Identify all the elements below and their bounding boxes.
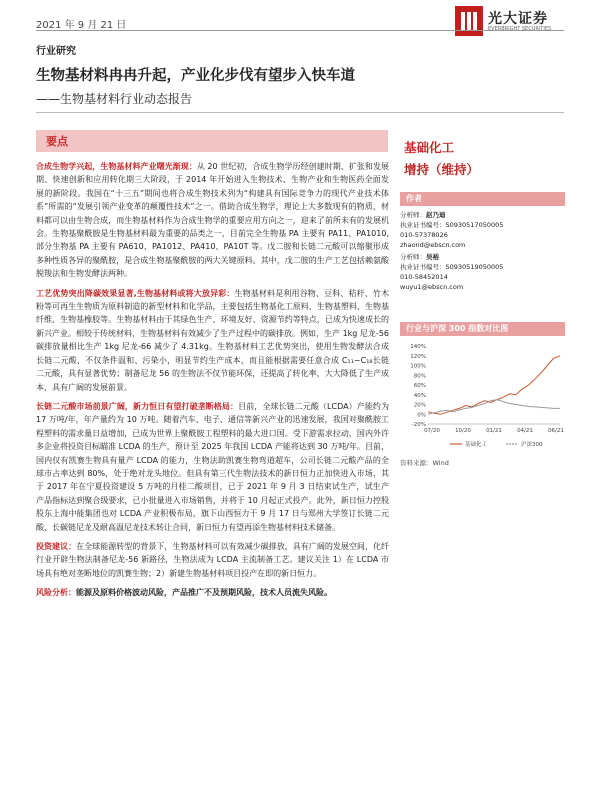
x-tick-label: 01/21 [486,428,502,434]
analyst-card [400,210,565,250]
industry-vs-index-chart [398,340,565,450]
paragraph-body: 生物基材料是利用谷物、豆科、秸秆、竹木粉等可再生生物质为原料制造的新型材料和化学品，主要包括生物基化工原料、生物基塑料、生物基纤维、生物基橡胶等。生物基材料由于其绿色生产、环境友好、资源节约等特点，已成为快速成长的新兴产业。相较于传统材料，生物基材料有效减少了生产过程中的碳排放。例如，生产 1kg 尼龙-56 碳排放量相比生产 1kg 尼龙-66 减少了 4.31kg。生物基材料工艺优势突出，使用生物发酵法合成长链二元酸，不仅条件温和、污染小，明显节约生产成本，而且能根据需要任意合成 C₁₁~C₁₈长链二元酸，具有显著优势；制备尼龙 56 的生物法不仅节能环保，还提高了转化率，大大降低了生产成本，具有广阔的发展前景。 [36,288,389,392]
paragraph-body: 从 20 世纪初，合成生物学历经创建时期、扩张和发展期、快速创新和应用转化期三大阶段，于 2014 年开始进入生物技术、生物产业和生物医药全面发展的新阶段。我国在“十三五”期间也将合成生物技术列为“构建具有国际竞争力的现代产业技术体系”所需的“发展引领产业变革的颠覆性技术”之一。借助合成生物学，理论上大多数现有的物质、材料都可以由生物合成，而生物基材料作为合成生物学的重要应用方向之一，迎来了前所未有的发展机会。生物基聚酰胺是生物基材料最为重要的品类之一，目前完全生物基 PA 主要有 PA11、PA1010,部分生物基 PA 主要有 PA610、PA1012、PA410、PA10T 等。戊二胺和长链二元酸可以缩聚形成多种性质各异的聚酰胺，是合成生物基聚酰胺的两大关键原料。其中，戊二胺的生产工艺包括赖氨酸脱羧法和生物发酵法两种。 [36,162,390,279]
paragraph [36,287,389,394]
y-tick-label: 80% [413,373,426,380]
chart-label: 行业与沪深 300 指数对比图 [406,324,509,333]
analyst-cert: 执业证书编号：S0930519050005 [400,263,504,271]
analyst-cert: 执业证书编号：S0930517050005 [400,221,504,229]
y-tick-label: -20% [411,422,426,428]
x-tick-label: 06/21 [548,428,564,434]
summary-header [36,130,388,152]
y-tick-label: 140% [410,344,426,350]
analyst-name: 赵乃迪 [426,211,446,219]
paragraph-body: 能源及原料价格波动风险，产品推广不及预期风险，技术人员流失风险。 [76,588,332,598]
main-body [36,160,389,606]
y-tick-label: 0% [417,412,426,419]
x-tick-label: 04/21 [517,428,533,434]
chart-header [400,322,565,336]
brand-logo [455,6,565,40]
summary-label: 要点 [46,135,68,148]
analyst-card [400,252,565,292]
series-line-0 [428,356,560,415]
paragraph [36,400,389,534]
y-tick-label: 60% [413,383,426,389]
analyst-role: 分析师： [400,211,426,219]
x-tick-label: 07/20 [424,428,440,434]
paragraph-lead: 长链二元酸市场前景广阔，新力恒日有望打破垄断格局： [36,401,239,411]
analyst-phone: 010-58452014 [400,273,448,281]
paragraph [36,586,389,599]
y-tick-label: 100% [410,363,426,370]
y-tick-label: 20% [413,402,426,409]
paragraph-lead: 风险分析： [36,588,76,598]
brand-mark-icon [455,6,483,36]
paragraph-lead: 合成生物学兴起，生物基材料产业曙光渐现： [36,162,197,171]
rating: 增持（维持） [404,162,480,177]
analyst-phone: 010-57378026 [400,231,448,239]
x-tick-label: 10/20 [455,428,471,434]
header-rule [36,30,564,31]
paragraph [36,160,389,281]
analyst-email[interactable]: zhaond@ebscn.com [400,241,466,249]
report-category: 行业研究 [36,46,76,57]
y-tick-label: 120% [410,353,426,360]
authors-header [400,192,565,206]
analyst-email[interactable]: wuyu1@ebscn.com [400,283,464,291]
brand-name-en: EVERBRIGHT SECURITIES [488,26,552,32]
paragraph-body: 目前，全球长链二元酸（LCDA）产能约为 17 万吨/年，年产量约为 10 万吨。随着汽车、电子、通信等新兴产业的迅速发展，我国对聚酰胺工程塑料的需求量日益增加，已成为世界上聚酰胺工程塑料的最大进口国。受下游需求拉动，国内外许多企业将投资目标瞄准 LCDA 的生产，预计至 2025 年我国 LCDA 产能将达到 30 万吨/年。目前，国内仅有凯赛生物具有量产 LCDA 的能力，生物法助凯赛生物弯道超车，公司长链二元酸产品的全球市占率达到 80%，处于绝对龙头地位。但具有第三代生物法技术的新日恒力正加快进入市场，其于 2017 年在宁夏投资建设 5 万吨的月桂二酸项目，已于 2021 年 9 月 3 日结束试生产，试生产产品指标达到聚合级要求，已小批量进入市场销售，并将于 10 月起正式投产。此外，新日恒力控股股东上海中能集团也对 LCDA 产业积极布局，旗下山西恒力于 9 月 17 日与郑州大学签订长链二元酸、长碳链尼龙及耐高温尼龙技术转让合同，新日恒力有望再添生物基材料技术储备。 [36,401,389,532]
sector-name: 基础化工 [404,140,455,155]
chart-source: 资料来源：Wind [400,459,449,467]
report-title: 生物基材料冉冉升起，产业化步伐有望步入快车道 [36,68,355,84]
analyst-role: 分析师： [400,253,426,261]
paragraph-lead: 工艺优势突出降碳效果显著,生物基材料或将大放异彩： [36,288,235,298]
report-date: 2021 年 9 月 21 日 [36,20,127,31]
paragraph [36,540,389,580]
legend-label: 基础化工 [465,442,488,448]
title-rule [36,112,564,113]
authors-label: 作者 [406,194,422,203]
legend-label: 沪深300 [521,442,543,448]
report-subtitle: ——生物基材料行业动态报告 [36,92,193,106]
analyst-name: 吴裕 [426,253,439,261]
paragraph-lead: 投资建议： [36,541,77,551]
y-tick-label: 40% [413,392,426,399]
paragraph-body: 在全球能源转型的背景下，生物基材料可以有效减少碳排放，具有广阔的发展空间，化纤行业开辟生物法制备尼龙-56 新路径，生物法成为 LCDA 主流制备工艺。建议关注 1）在 LCDA 市场具有绝对垄断地位的凯赛生物；2）新建生物基材料项目投产在即的新日恒力。 [36,541,390,578]
brand-name: 光大证券 [488,11,548,27]
